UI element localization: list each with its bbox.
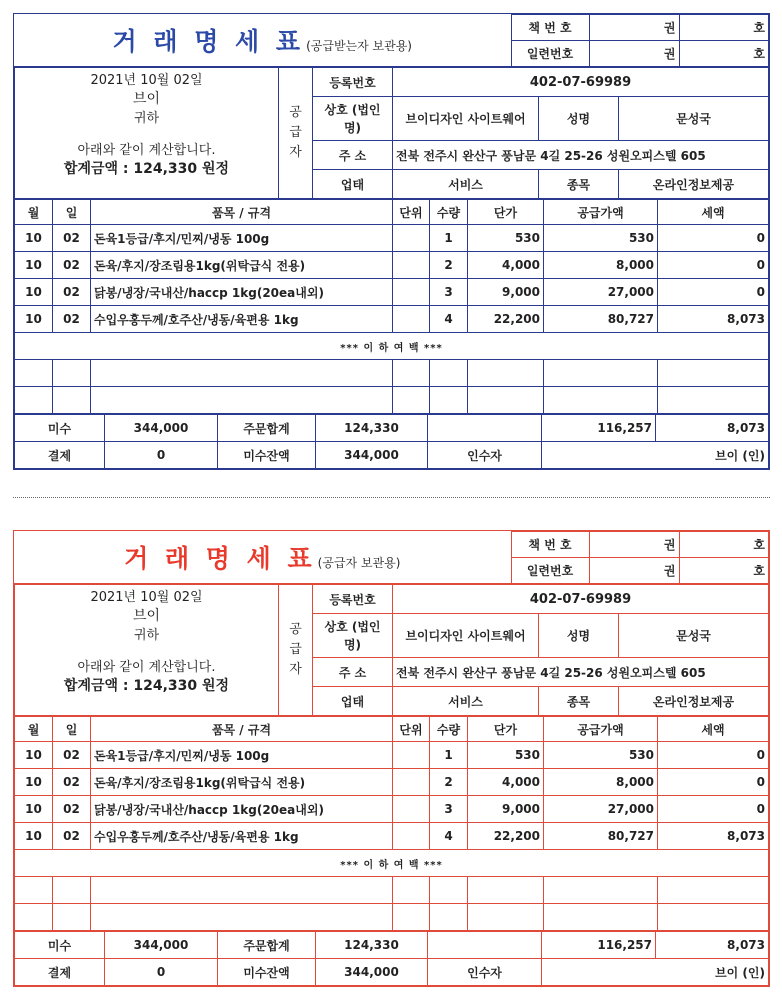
item-tax: 0 bbox=[658, 252, 769, 279]
owner-label: 성명 bbox=[539, 614, 619, 658]
empty-cell bbox=[428, 415, 542, 442]
item-name: 닭봉/냉장/국내산/haccp 1kg(20ea내외) bbox=[91, 796, 393, 823]
item-unit bbox=[393, 769, 430, 796]
column-header: 세액 bbox=[658, 200, 769, 225]
book-gwon: 권 bbox=[589, 15, 679, 41]
item-day: 02 bbox=[53, 769, 91, 796]
column-header: 월 bbox=[15, 717, 53, 742]
item-qty: 3 bbox=[430, 796, 468, 823]
receiver-label: 인수자 bbox=[428, 959, 542, 986]
table-row bbox=[15, 279, 769, 306]
table-row bbox=[15, 796, 769, 823]
party-info bbox=[14, 67, 769, 199]
column-header: 품목 / 규격 bbox=[91, 200, 393, 225]
unpaid-label: 미수 bbox=[15, 932, 105, 959]
item-month: 10 bbox=[15, 823, 53, 850]
item-price: 9,000 bbox=[468, 796, 544, 823]
items-table bbox=[14, 716, 769, 931]
reg-label: 등록번호 bbox=[313, 68, 393, 97]
address-label: 주 소 bbox=[313, 141, 393, 170]
table-row bbox=[15, 769, 769, 796]
invoice-subtitle: (공급받는자 보관용) bbox=[306, 39, 412, 54]
column-header: 일 bbox=[53, 717, 91, 742]
total-amount: 합계금액 : 124,330 원정 bbox=[63, 678, 230, 694]
column-header: 단위 bbox=[393, 717, 430, 742]
serial-gwon: 권 bbox=[589, 558, 679, 584]
item-name: 돈육/후지/장조림용1kg(위탁급식 전용) bbox=[91, 252, 393, 279]
supplier-side-label: 공급자 bbox=[279, 68, 313, 199]
item-qty: 4 bbox=[430, 823, 468, 850]
unpaid-value: 344,000 bbox=[105, 415, 218, 442]
item-price: 4,000 bbox=[468, 252, 544, 279]
issue-date: 2021년 10월 02일 bbox=[90, 590, 203, 605]
summary-table bbox=[14, 931, 769, 986]
item-supply: 27,000 bbox=[544, 796, 658, 823]
item-unit bbox=[393, 225, 430, 252]
summary-table bbox=[14, 414, 769, 469]
tax-total: 8,073 bbox=[656, 932, 769, 959]
empty-cell bbox=[428, 932, 542, 959]
serial-number-label: 일련번호 bbox=[511, 41, 589, 67]
order-total-label: 주문합계 bbox=[218, 415, 316, 442]
item-month: 10 bbox=[15, 796, 53, 823]
column-header: 공급가액 bbox=[544, 717, 658, 742]
item-price: 530 bbox=[468, 225, 544, 252]
column-header: 수량 bbox=[430, 717, 468, 742]
item-supply: 530 bbox=[544, 742, 658, 769]
balance-label: 미수잔액 bbox=[218, 442, 316, 469]
table-row bbox=[15, 252, 769, 279]
column-header: 단위 bbox=[393, 200, 430, 225]
table-row bbox=[15, 306, 769, 333]
biz-item-value: 온라인정보제공 bbox=[619, 687, 769, 716]
item-supply: 8,000 bbox=[544, 252, 658, 279]
item-price: 530 bbox=[468, 742, 544, 769]
item-month: 10 bbox=[15, 279, 53, 306]
payment-value: 0 bbox=[105, 442, 218, 469]
receiver-label: 인수자 bbox=[428, 442, 542, 469]
issue-date: 2021년 10월 02일 bbox=[90, 73, 203, 88]
biz-item-label: 종목 bbox=[539, 687, 619, 716]
supplier-side-label: 공급자 bbox=[279, 585, 313, 716]
item-unit bbox=[393, 306, 430, 333]
book-ho: 호 bbox=[679, 15, 769, 41]
buyer-honorific: 귀하 bbox=[133, 111, 160, 126]
calc-note: 아래와 같이 계산합니다. bbox=[77, 660, 216, 675]
calc-note: 아래와 같이 계산합니다. bbox=[77, 143, 216, 158]
invoice-copy bbox=[13, 530, 770, 987]
items-table bbox=[14, 199, 769, 414]
item-price: 22,200 bbox=[468, 823, 544, 850]
column-header: 품목 / 규격 bbox=[91, 717, 393, 742]
item-qty: 3 bbox=[430, 279, 468, 306]
copy-separator bbox=[13, 497, 770, 498]
item-month: 10 bbox=[15, 306, 53, 333]
blank-row bbox=[15, 387, 769, 414]
item-name: 돈육/후지/장조림용1kg(위탁급식 전용) bbox=[91, 769, 393, 796]
book-ho: 호 bbox=[679, 532, 769, 558]
column-header-row bbox=[15, 200, 769, 225]
company-label: 상호 (법인명) bbox=[313, 614, 393, 658]
item-unit bbox=[393, 279, 430, 306]
blank-note: *** 이 하 여 백 *** bbox=[15, 850, 769, 877]
blank-row bbox=[15, 360, 769, 387]
biz-type-label: 업태 bbox=[313, 170, 393, 199]
item-supply: 80,727 bbox=[544, 306, 658, 333]
table-row bbox=[15, 823, 769, 850]
column-header: 월 bbox=[15, 200, 53, 225]
item-name: 수입우홍두께/호주산/냉동/육편용 1kg bbox=[91, 823, 393, 850]
owner-value: 문성국 bbox=[619, 97, 769, 141]
invoice-header bbox=[14, 14, 769, 67]
item-month: 10 bbox=[15, 769, 53, 796]
item-price: 4,000 bbox=[468, 769, 544, 796]
item-supply: 27,000 bbox=[544, 279, 658, 306]
balance-value: 344,000 bbox=[316, 442, 428, 469]
item-qty: 1 bbox=[430, 742, 468, 769]
book-gwon: 권 bbox=[589, 532, 679, 558]
item-price: 22,200 bbox=[468, 306, 544, 333]
blank-row bbox=[15, 877, 769, 904]
receiver-value: 브이 (인) bbox=[542, 959, 769, 986]
column-header-row bbox=[15, 717, 769, 742]
biz-item-label: 종목 bbox=[539, 170, 619, 199]
party-info bbox=[14, 584, 769, 716]
book-number-label: 책 번 호 bbox=[511, 15, 589, 41]
biz-item-value: 온라인정보제공 bbox=[619, 170, 769, 199]
column-header: 공급가액 bbox=[544, 200, 658, 225]
serial-ho: 호 bbox=[679, 558, 769, 584]
invoice-title: 거 래 명 세 표 bbox=[112, 27, 305, 57]
invoice-title: 거 래 명 세 표 bbox=[124, 544, 316, 574]
reg-label: 등록번호 bbox=[313, 585, 393, 614]
invoice-header bbox=[14, 531, 769, 584]
payment-label: 결제 bbox=[15, 442, 105, 469]
biz-type-label: 업태 bbox=[313, 687, 393, 716]
owner-value: 문성국 bbox=[619, 614, 769, 658]
item-unit bbox=[393, 823, 430, 850]
item-tax: 0 bbox=[658, 225, 769, 252]
order-total-label: 주문합계 bbox=[218, 932, 316, 959]
address-value: 전북 전주시 완산구 풍남문 4길 25-26 성원오피스텔 605 bbox=[393, 658, 769, 687]
serial-gwon: 권 bbox=[589, 41, 679, 67]
item-tax: 0 bbox=[658, 769, 769, 796]
item-tax: 8,073 bbox=[658, 306, 769, 333]
item-day: 02 bbox=[53, 796, 91, 823]
reg-value: 402-07-69989 bbox=[393, 585, 769, 614]
item-supply: 8,000 bbox=[544, 769, 658, 796]
title-cell bbox=[14, 15, 511, 67]
item-qty: 2 bbox=[430, 769, 468, 796]
item-qty: 4 bbox=[430, 306, 468, 333]
item-unit bbox=[393, 742, 430, 769]
item-name: 돈육1등급/후지/민찌/냉동 100g bbox=[91, 225, 393, 252]
reg-value: 402-07-69989 bbox=[393, 68, 769, 97]
blank-note: *** 이 하 여 백 *** bbox=[15, 333, 769, 360]
item-day: 02 bbox=[53, 306, 91, 333]
payment-label: 결제 bbox=[15, 959, 105, 986]
company-label: 상호 (법인명) bbox=[313, 97, 393, 141]
serial-ho: 호 bbox=[679, 41, 769, 67]
item-month: 10 bbox=[15, 742, 53, 769]
column-header: 세액 bbox=[658, 717, 769, 742]
item-month: 10 bbox=[15, 225, 53, 252]
item-tax: 0 bbox=[658, 796, 769, 823]
table-row bbox=[15, 742, 769, 769]
item-name: 돈육1등급/후지/민찌/냉동 100g bbox=[91, 742, 393, 769]
item-day: 02 bbox=[53, 225, 91, 252]
serial-number-label: 일련번호 bbox=[511, 558, 589, 584]
item-day: 02 bbox=[53, 279, 91, 306]
buyer-name: 브이 bbox=[132, 608, 161, 624]
column-header: 단가 bbox=[468, 717, 544, 742]
item-unit bbox=[393, 252, 430, 279]
tax-total: 8,073 bbox=[656, 415, 769, 442]
company-value: 브이디자인 사이트웨어 bbox=[393, 614, 539, 658]
biz-type-value: 서비스 bbox=[393, 170, 539, 199]
item-tax: 0 bbox=[658, 742, 769, 769]
receiver-value: 브이 (인) bbox=[542, 442, 769, 469]
owner-label: 성명 bbox=[539, 97, 619, 141]
item-supply: 530 bbox=[544, 225, 658, 252]
payment-value: 0 bbox=[105, 959, 218, 986]
supply-total: 116,257 bbox=[542, 932, 656, 959]
book-number-label: 책 번 호 bbox=[511, 532, 589, 558]
item-day: 02 bbox=[53, 742, 91, 769]
item-qty: 1 bbox=[430, 225, 468, 252]
balance-label: 미수잔액 bbox=[218, 959, 316, 986]
item-day: 02 bbox=[53, 252, 91, 279]
balance-value: 344,000 bbox=[316, 959, 428, 986]
item-month: 10 bbox=[15, 252, 53, 279]
buyer-block bbox=[15, 68, 279, 199]
item-tax: 0 bbox=[658, 279, 769, 306]
item-day: 02 bbox=[53, 823, 91, 850]
invoice-subtitle: (공급자 보관용) bbox=[317, 556, 401, 571]
item-qty: 2 bbox=[430, 252, 468, 279]
title-cell bbox=[14, 532, 511, 584]
unpaid-value: 344,000 bbox=[105, 932, 218, 959]
item-price: 9,000 bbox=[468, 279, 544, 306]
item-unit bbox=[393, 796, 430, 823]
item-tax: 8,073 bbox=[658, 823, 769, 850]
company-value: 브이디자인 사이트웨어 bbox=[393, 97, 539, 141]
blank-row bbox=[15, 904, 769, 931]
address-label: 주 소 bbox=[313, 658, 393, 687]
item-supply: 80,727 bbox=[544, 823, 658, 850]
unpaid-label: 미수 bbox=[15, 415, 105, 442]
buyer-honorific: 귀하 bbox=[133, 628, 160, 643]
column-header: 일 bbox=[53, 200, 91, 225]
column-header: 수량 bbox=[430, 200, 468, 225]
item-name: 수입우홍두께/호주산/냉동/육편용 1kg bbox=[91, 306, 393, 333]
order-total-value: 124,330 bbox=[316, 415, 428, 442]
invoice-copy bbox=[13, 13, 770, 470]
item-name: 닭봉/냉장/국내산/haccp 1kg(20ea내외) bbox=[91, 279, 393, 306]
order-total-value: 124,330 bbox=[316, 932, 428, 959]
address-value: 전북 전주시 완산구 풍남문 4길 25-26 성원오피스텔 605 bbox=[393, 141, 769, 170]
buyer-block bbox=[15, 585, 279, 716]
total-amount: 합계금액 : 124,330 원정 bbox=[63, 161, 230, 177]
table-row bbox=[15, 225, 769, 252]
biz-type-value: 서비스 bbox=[393, 687, 539, 716]
buyer-name: 브이 bbox=[132, 91, 161, 107]
supply-total: 116,257 bbox=[542, 415, 656, 442]
column-header: 단가 bbox=[468, 200, 544, 225]
